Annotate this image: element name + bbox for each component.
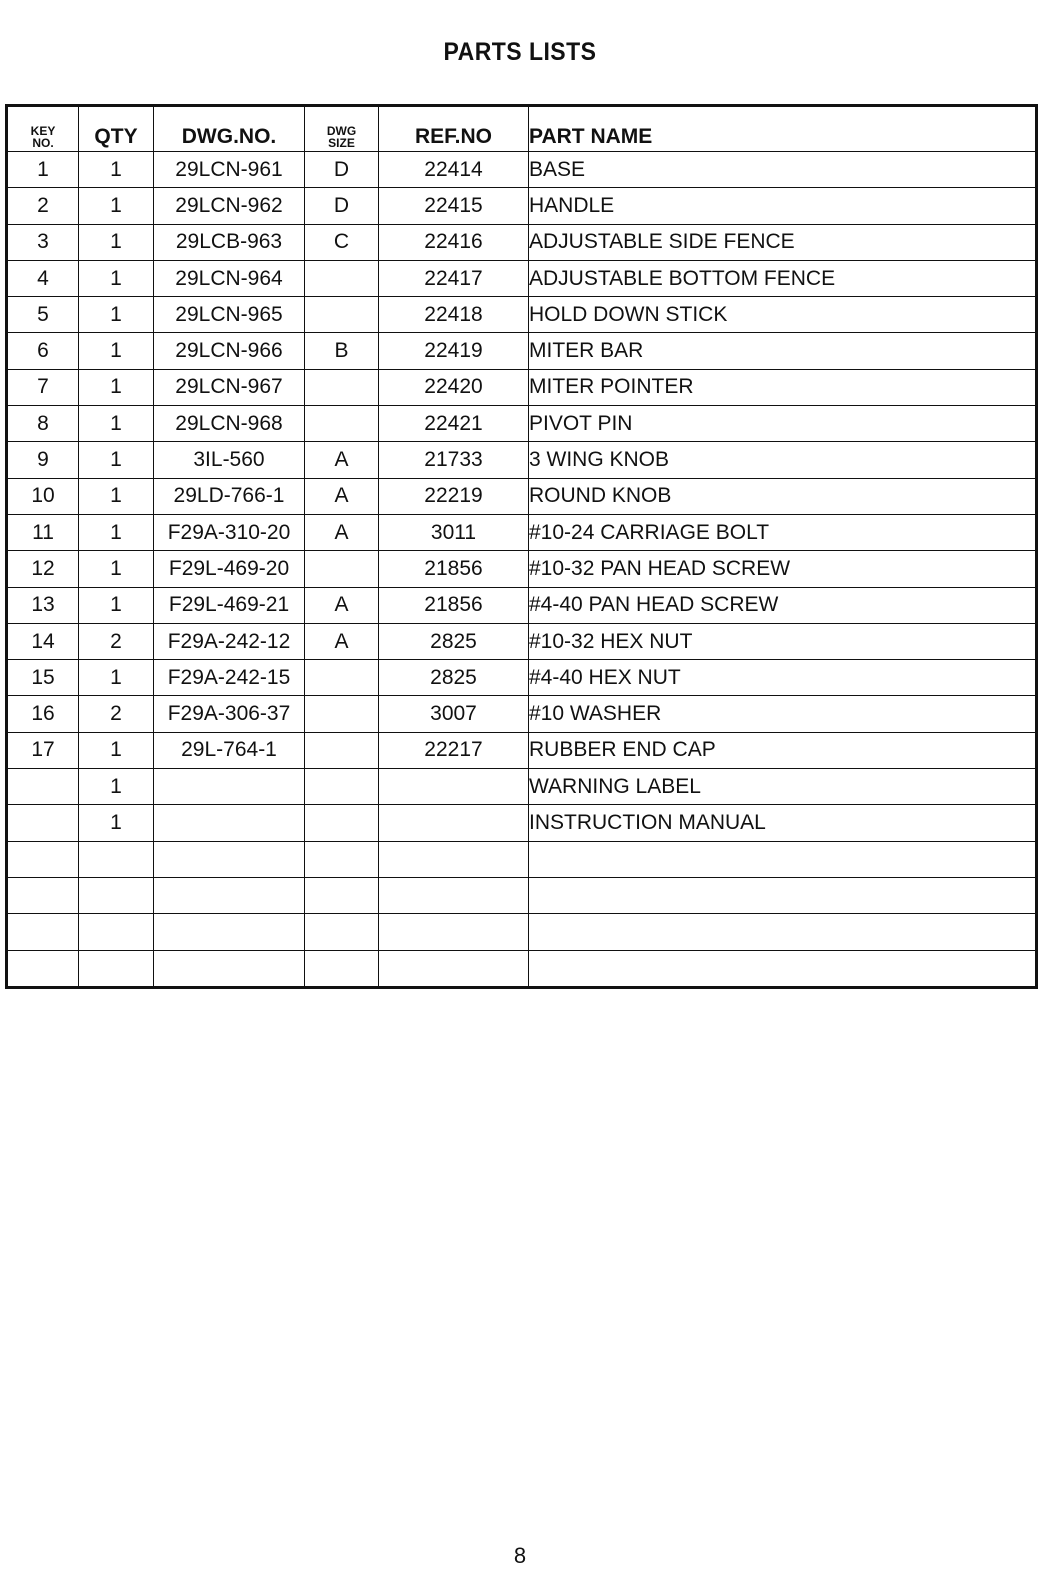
cell-ref-no: 22219 xyxy=(379,478,529,514)
cell-key-no: 14 xyxy=(7,623,79,659)
cell-dwg-no: F29A-306-37 xyxy=(154,696,305,732)
cell-part-name: #4-40 PAN HEAD SCREW xyxy=(529,587,1037,623)
cell-qty: 2 xyxy=(79,696,154,732)
cell-dwg-size xyxy=(305,297,379,333)
cell-dwg-no: F29L-469-20 xyxy=(154,551,305,587)
cell-key-no: 15 xyxy=(7,660,79,696)
cell-qty: 1 xyxy=(79,805,154,841)
cell-qty: 1 xyxy=(79,551,154,587)
cell-key-no: 11 xyxy=(7,514,79,550)
cell-part-name: WARNING LABEL xyxy=(529,769,1037,805)
cell-ref-no xyxy=(379,950,529,987)
cell-qty: 1 xyxy=(79,406,154,442)
cell-ref-no: 22217 xyxy=(379,732,529,768)
parts-table-body xyxy=(7,152,1037,988)
cell-dwg-size: A xyxy=(305,442,379,478)
cell-key-no: 6 xyxy=(7,333,79,369)
cell-dwg-no: 29LCN-966 xyxy=(154,333,305,369)
cell-qty: 1 xyxy=(79,297,154,333)
header-qty: QTY xyxy=(79,106,154,152)
table-row xyxy=(7,660,1037,696)
cell-qty: 1 xyxy=(79,442,154,478)
cell-part-name: ADJUSTABLE BOTTOM FENCE xyxy=(529,260,1037,296)
cell-ref-no: 3007 xyxy=(379,696,529,732)
cell-key-no xyxy=(7,877,79,913)
cell-ref-no: 22414 xyxy=(379,152,529,188)
cell-ref-no: 22416 xyxy=(379,224,529,260)
cell-key-no: 4 xyxy=(7,260,79,296)
cell-part-name: #10-32 PAN HEAD SCREW xyxy=(529,551,1037,587)
cell-part-name xyxy=(529,877,1037,913)
cell-key-no: 16 xyxy=(7,696,79,732)
cell-dwg-no: F29L-469-21 xyxy=(154,587,305,623)
cell-part-name: MITER BAR xyxy=(529,333,1037,369)
table-row xyxy=(7,696,1037,732)
cell-dwg-size xyxy=(305,732,379,768)
cell-part-name: #10-24 CARRIAGE BOLT xyxy=(529,514,1037,550)
table-row xyxy=(7,623,1037,659)
cell-key-no: 1 xyxy=(7,152,79,188)
cell-part-name: HANDLE xyxy=(529,188,1037,224)
cell-part-name: RUBBER END CAP xyxy=(529,732,1037,768)
cell-dwg-size: C xyxy=(305,224,379,260)
cell-ref-no: 2825 xyxy=(379,623,529,659)
cell-dwg-no xyxy=(154,805,305,841)
cell-part-name: #4-40 HEX NUT xyxy=(529,660,1037,696)
table-header-row xyxy=(7,106,1037,152)
cell-key-no: 12 xyxy=(7,551,79,587)
cell-dwg-no: 29LCN-968 xyxy=(154,406,305,442)
table-row xyxy=(7,950,1037,987)
cell-ref-no xyxy=(379,877,529,913)
cell-key-no: 8 xyxy=(7,406,79,442)
cell-key-no: 7 xyxy=(7,369,79,405)
cell-ref-no: 21856 xyxy=(379,587,529,623)
cell-dwg-no: 29LCN-967 xyxy=(154,369,305,405)
cell-qty: 1 xyxy=(79,478,154,514)
parts-table xyxy=(5,104,1038,989)
table-row xyxy=(7,514,1037,550)
cell-dwg-size: A xyxy=(305,478,379,514)
cell-part-name: INSTRUCTION MANUAL xyxy=(529,805,1037,841)
cell-key-no xyxy=(7,914,79,950)
cell-ref-no: 2825 xyxy=(379,660,529,696)
cell-part-name: HOLD DOWN STICK xyxy=(529,297,1037,333)
cell-qty: 1 xyxy=(79,587,154,623)
cell-dwg-no: 29LCN-964 xyxy=(154,260,305,296)
cell-dwg-no: 29L-764-1 xyxy=(154,732,305,768)
header-dwg-no: DWG.NO. xyxy=(154,106,305,152)
cell-qty: 1 xyxy=(79,369,154,405)
cell-dwg-no xyxy=(154,950,305,987)
cell-qty: 1 xyxy=(79,660,154,696)
table-row xyxy=(7,732,1037,768)
cell-part-name xyxy=(529,950,1037,987)
table-row xyxy=(7,478,1037,514)
cell-part-name: 3 WING KNOB xyxy=(529,442,1037,478)
cell-qty xyxy=(79,877,154,913)
cell-ref-no: 22421 xyxy=(379,406,529,442)
cell-qty: 1 xyxy=(79,224,154,260)
cell-qty: 1 xyxy=(79,188,154,224)
cell-part-name: #10-32 HEX NUT xyxy=(529,623,1037,659)
table-row xyxy=(7,152,1037,188)
table-row xyxy=(7,442,1037,478)
cell-key-no: 5 xyxy=(7,297,79,333)
cell-key-no xyxy=(7,950,79,987)
cell-ref-no: 22420 xyxy=(379,369,529,405)
cell-dwg-size xyxy=(305,260,379,296)
cell-dwg-size xyxy=(305,769,379,805)
table-row xyxy=(7,333,1037,369)
header-key-no: KEY NO. xyxy=(7,106,79,152)
cell-key-no: 10 xyxy=(7,478,79,514)
cell-dwg-size: D xyxy=(305,188,379,224)
cell-part-name: MITER POINTER xyxy=(529,369,1037,405)
cell-dwg-no: 29LCN-962 xyxy=(154,188,305,224)
cell-part-name: BASE xyxy=(529,152,1037,188)
cell-part-name xyxy=(529,914,1037,950)
cell-key-no: 2 xyxy=(7,188,79,224)
cell-dwg-size: A xyxy=(305,623,379,659)
page-number: 8 xyxy=(513,1543,527,1568)
cell-dwg-no: 29LCN-965 xyxy=(154,297,305,333)
cell-dwg-no: F29A-242-12 xyxy=(154,623,305,659)
cell-qty: 1 xyxy=(79,333,154,369)
table-row xyxy=(7,769,1037,805)
cell-key-no: 3 xyxy=(7,224,79,260)
cell-ref-no xyxy=(379,841,529,877)
cell-dwg-no xyxy=(154,841,305,877)
cell-dwg-size: A xyxy=(305,587,379,623)
cell-qty: 1 xyxy=(79,260,154,296)
cell-dwg-no xyxy=(154,914,305,950)
cell-part-name: PIVOT PIN xyxy=(529,406,1037,442)
cell-ref-no: 22417 xyxy=(379,260,529,296)
header-part-name: PART NAME xyxy=(529,106,1037,152)
table-row xyxy=(7,297,1037,333)
table-row xyxy=(7,805,1037,841)
cell-qty xyxy=(79,914,154,950)
cell-dwg-size xyxy=(305,950,379,987)
cell-key-no: 13 xyxy=(7,587,79,623)
cell-ref-no: 22418 xyxy=(379,297,529,333)
cell-dwg-size xyxy=(305,914,379,950)
table-row xyxy=(7,188,1037,224)
table-row xyxy=(7,587,1037,623)
cell-dwg-no: 3IL-560 xyxy=(154,442,305,478)
cell-key-no xyxy=(7,805,79,841)
cell-qty: 1 xyxy=(79,769,154,805)
cell-dwg-no: 29LCB-963 xyxy=(154,224,305,260)
page-title: PARTS LISTS xyxy=(443,38,597,66)
cell-dwg-size xyxy=(305,877,379,913)
cell-qty: 1 xyxy=(79,732,154,768)
cell-part-name: ADJUSTABLE SIDE FENCE xyxy=(529,224,1037,260)
table-row xyxy=(7,841,1037,877)
cell-qty: 1 xyxy=(79,514,154,550)
cell-ref-no xyxy=(379,769,529,805)
cell-dwg-no xyxy=(154,877,305,913)
header-ref-no: REF.NO xyxy=(379,106,529,152)
table-row xyxy=(7,260,1037,296)
cell-dwg-no: F29A-242-15 xyxy=(154,660,305,696)
cell-dwg-size xyxy=(305,369,379,405)
cell-dwg-size xyxy=(305,696,379,732)
cell-dwg-size xyxy=(305,406,379,442)
cell-part-name: #10 WASHER xyxy=(529,696,1037,732)
cell-ref-no xyxy=(379,805,529,841)
cell-key-no xyxy=(7,769,79,805)
cell-dwg-size xyxy=(305,551,379,587)
cell-dwg-size: B xyxy=(305,333,379,369)
table-row xyxy=(7,551,1037,587)
cell-ref-no: 21856 xyxy=(379,551,529,587)
cell-part-name xyxy=(529,841,1037,877)
cell-key-no xyxy=(7,841,79,877)
table-row xyxy=(7,877,1037,913)
table-row xyxy=(7,369,1037,405)
cell-qty: 2 xyxy=(79,623,154,659)
cell-ref-no xyxy=(379,914,529,950)
cell-dwg-size xyxy=(305,841,379,877)
cell-qty xyxy=(79,950,154,987)
cell-qty xyxy=(79,841,154,877)
table-row xyxy=(7,224,1037,260)
cell-key-no: 17 xyxy=(7,732,79,768)
header-dwg-size: DWG SIZE xyxy=(305,106,379,152)
cell-dwg-size: A xyxy=(305,514,379,550)
cell-key-no: 9 xyxy=(7,442,79,478)
cell-ref-no: 21733 xyxy=(379,442,529,478)
cell-dwg-no: 29LD-766-1 xyxy=(154,478,305,514)
cell-dwg-no: 29LCN-961 xyxy=(154,152,305,188)
cell-dwg-size xyxy=(305,660,379,696)
cell-ref-no: 22415 xyxy=(379,188,529,224)
table-row xyxy=(7,914,1037,950)
cell-dwg-size xyxy=(305,805,379,841)
table-row xyxy=(7,406,1037,442)
cell-dwg-no xyxy=(154,769,305,805)
cell-part-name: ROUND KNOB xyxy=(529,478,1037,514)
cell-qty: 1 xyxy=(79,152,154,188)
cell-dwg-no: F29A-310-20 xyxy=(154,514,305,550)
cell-dwg-size: D xyxy=(305,152,379,188)
cell-ref-no: 3011 xyxy=(379,514,529,550)
cell-ref-no: 22419 xyxy=(379,333,529,369)
